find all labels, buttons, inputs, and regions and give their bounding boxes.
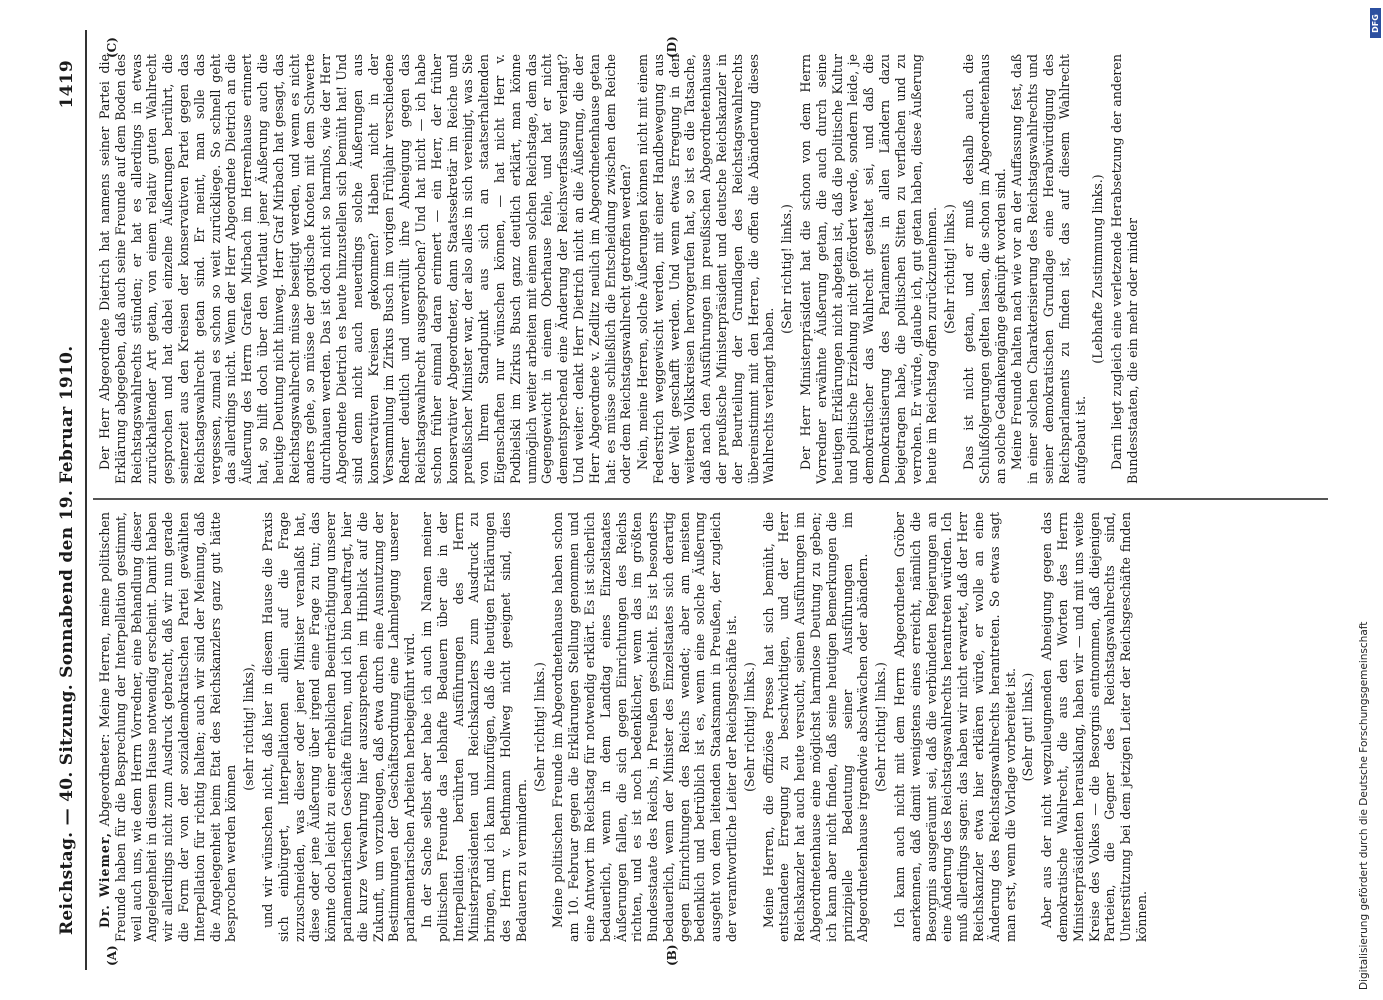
left-paragraph-5: Meine Herren, die offiziöse Presse hat sich bemüht, die entstandene Erregung zu beschwichtigen, und der Herr Reichskanzler hat auch heute versucht, seinen Ausführungen im Abgeordnetenhause eine möglichst harmlose Deutung zu geben; ich kann aber nicht finden, daß seine heutigen Bemerkungen die prinzipielle Bedeutung seiner Ausführungen im Abgeordnetenhause irgendwie abschwächen oder abändern. — [760, 512, 871, 942]
left-paragraph-4: Meine politischen Freunde im Abgeordnetenhause haben schon am 10. Februar gegen die Erklärungen Stellung genommen und eine Antwort im Reichstag für notwendig erklärt. Es ist sicherlich bedauerlich, wenn in dem Landtag eines Einzelstaates Äußerungen fallen, die sich gegen Einrichtungen des Reichs richten, und es ist noch bedenklicher, wenn das im größten Bundesstaate des Reichs, in Preußen geschieht. Es ist besonders bedauerlich, wenn der Minister des Einzelstaates sich derartig gegen Einrichtungen des Reichs wendet; aber am meisten bedenklich und betrüblich ist es, wenn eine solche Äußerung ausgeht von dem leitenden Staatsmann in Preußen, der zugleich der verantwortliche Leiter der Reichsgeschäfte ist. — [550, 512, 740, 942]
margin-marker-b: (B) — [665, 944, 679, 966]
page-header — [57, 30, 79, 970]
right-paragraph-5: Meine Freunde halten nach wie vor an der Auffassung fest, daß in einer solchen Charakterisierung des Reichstagswahlrechts und seiner demokratischen Grundlage eine Herabwürdigung des Reichsparlaments zu finden ist, das auf diesem Wahlrecht aufgebaut ist. — [1009, 54, 1088, 484]
interjection: (Sehr gut! links.) — [1020, 672, 1036, 782]
right-paragraph-6: Darin liegt zugleich eine verletzende Herabsetzung der anderen Bundesstaaten, die ein mehr oder minder — [1109, 54, 1140, 484]
left-paragraph-7: Aber aus der nicht wegzuleugnenden Abneigung gegen das demokratische Wahlrecht, die aus den Worten des Herrn Ministerpräsidenten herausklang, haben wir — und mit uns weite Kreise des Volkes — die Besorgnis entnommen, daß diejenigen Parteien, die Gegner des Reichstagswahlrechts sind, Unterstützung bei dem jetzigen Leiter der Reichsgeschäfte finden können. — [1039, 512, 1149, 942]
interjection: (Sehr richtig! links.) — [741, 662, 757, 792]
interjection: (Sehr richtig! links.) — [873, 662, 889, 792]
right-paragraph-3: Der Herr Ministerpräsident hat die schon von dem Herrn Vorredner erwähnte Äußerung getan, die auch durch seine heutigen Erklärungen nicht abgetan ist, daß die politische Kultur und politische Erziehung nicht gefördert werde, sondern leide, je demokratischer das Wahlrecht gestaltet sei, und daß die Demokratisierung des Parlaments in allen Ländern dazu beigetragen habe, die politischen Sitten zu verflachen und zu verrohen. Er würde, glaube ich, gut getan haben, diese Äußerung heute im Reichstag offen zurückzunehmen. — [798, 54, 940, 484]
dfg-logo-text: DFG — [1371, 13, 1381, 33]
margin-marker-a: (A) — [105, 945, 119, 966]
digitization-credit: Digitalisierung gefördert durch die Deutsche Forschungsgemeinschaft — [1358, 621, 1370, 990]
right-paragraph-1: Der Herr Abgeordnete Dietrich hat namens seiner Partei die Erklärung abgegeben, daß auch seine Freunde auf dem Boden des Reichstagswahlrechts stünden; er hat es allerdings in etwas zurückhaltender Art getan, von einem relativ guten Wahlrecht gesprochen und hat dabei einzelne Äußerungen berührt, die seinerzeit aus den Kreisen der konservativen Partei gegen das Reichstagswahlrecht getan sind. Er meint, man solle das vergessen, zumal es schon so weit zurückliege. So schnell geht das allerdings nicht. Wenn der Herr Abgeordnete Dietrich an die Äußerung des Herrn Grafen Mirbach im Herrenhause erinnert hat, so hilft doch über den Wortlaut jener Äußerung auch die heutige Deutung nicht hinweg. Herr Graf Mirbach hat gesagt, das Reichstagswahlrecht müsse beseitigt werden, und wenn es nicht anders gehe, so müsse der gordische Knoten mit dem Schwerte durchhauen werden. Das ist doch nicht so harmlos, wie der Herr Abgeordnete Dietrich es heute hinzustellen sich bemüht hat! Und sind denn nicht auch neuerdings solche Äußerungen aus konservativen Kreisen gekommen? Haben nicht in der Versammlung im Zirkus Busch im vorigen Frühjahr verschiedene Redner deutlich und unverhüllt ihre Abneigung gegen das Reichstagswahlrecht ausgesprochen? Und hat nicht — ich habe schon früher einmal daran erinnert — ein Herr, der früher konservativer Abgeordneter, dann Staatssekretär im Reiche und preußischer Minister war, der also alles in sich vereinigt, was Sie von Ihrem Standpunkt aus sich an staatserhaltenden Eigenschaften nur wünschen können, — hat nicht Herr v. Podbielski im Zirkus Busch ganz deutlich erklärt, man könne unmöglich weiter arbeiten mit einem solchen Reichstage, dem das Gegengewicht in einem Oberhause fehle, und hat er nicht dementsprechend eine Änderung der Reichsverfassung verlangt? Und weiter: denkt Herr Dietrich nicht an die Äußerung, die der Herr Abgeordnete v. Zedlitz neulich im Abgeordnetenhause getan hat: es müsse schließlich die Entscheidung zwischen dem Reiche oder dem Reichstagswahlrecht getroffen werden? — [97, 54, 634, 484]
left-paragraph-2: und wir wünschen nicht, daß hier in diesem Hause die Praxis sich einbürgert, Interpellationen allein auf die Frage zuzuschneiden, was dieser oder jener Minister veranlaßt hat, diese oder jene Äußerung über irgend eine Frage zu tun; das könnte doch leicht zu einer erheblichen Beeinträchtigung unserer parlamentarischen Geschäfte führen, und ich bin beauftragt, hier die kurze Verwahrung hier auszusprechen im Hinblick auf die Zukunft, um vorzubeugen, daß etwa durch eine Ausnutzung der Bestimmungen der Geschäftsordnung eine Lahmlegung unserer parlamentarischen Arbeiten herbeigeführt wird. — [259, 512, 418, 942]
column-divider — [93, 499, 1328, 501]
header-title: Reichstag. — 40. Sitzung. Sonnabend den 19. Februar 1910. — [57, 345, 77, 935]
page-number: 1419 — [57, 60, 77, 109]
margin-marker-c: (C) — [105, 37, 119, 58]
left-column — [97, 512, 1322, 942]
right-paragraph-2: Nein, meine Herren, solche Äußerungen können nicht mit einem Federstrich weggewischt werden, mit einer Handbewegung aus der Welt geschafft werden. Und wenn etwas Erregung in den weiteren Volkskreisen hervorgerufen hat, so ist es die Tatsache, daß nach den Ausführungen im preußischen Abgeordnetenhause der preußische Ministerpräsident und deutsche Reichskanzler in der Beurteilung der Grundlagen des Reichstagswahlrechts übereinstimmt mit den Herren, die offen die Abänderung dieses Wahlrechts verlangt haben. — [635, 54, 777, 484]
left-paragraph-6: Ich kann auch nicht mit dem Herrn Abgeordneten Gröber anerkennen, daß damit wenigstens eines erreicht, nämlich die Besorgnis ausgeräumt sei, daß die verbündeten Regierungen an eine Änderung des Reichstagswahlrechts herantreten würden. Ich muß allerdings sagen: das haben wir nicht erwartet, daß der Herr Reichskanzler etwa hier erklären würde, er wolle an eine Änderung des Reichstagswahlrechts herantreten. So etwas sagt man erst, wenn die Vorlage vorbereitet ist. — [892, 512, 1018, 942]
right-paragraph-4: Das ist nicht getan, und er muß deshalb auch die Schlußfolgerungen gelten lassen, die schon im Abgeordnetenhaus an solche Gedankengänge geknüpft worden sind. — [961, 54, 1008, 484]
interjection: (Lebhafte Zustimmung links.) — [1090, 174, 1106, 364]
interjection: (sehr richtig! links), — [241, 663, 257, 791]
interjection: (Sehr richtig! links.) — [942, 204, 958, 334]
interjection: (Sehr richtig! links.) — [531, 662, 547, 792]
right-column — [97, 54, 1322, 484]
header-rule — [85, 30, 87, 970]
margin-marker-d: (D) — [665, 36, 679, 58]
rotated-page — [45, 30, 1335, 970]
dfg-logo — [1370, 8, 1381, 38]
left-paragraph-1 — [97, 512, 239, 942]
left-paragraph-1-text: Abgeordneter: Meine Herren, meine politischen Freunde haben für die Besprechung der Interpellation gestimmt, weil auch uns, wie dem Herrn Vorredner, eine Behandlung dieser Angelegenheit in diesem Hause notwendig erscheint. Damit haben wir allerdings nicht zum Ausdruck gebracht, daß wir nun gerade die Form der von der sozialdemokratischen Partei gewählten Interpellation für richtig halten; auch wir sind der Meinung, daß die Angelegenheit beim Etat des Reichskanzlers ganz gut hätte besprochen werden können — [97, 512, 239, 942]
left-paragraph-3: In der Sache selbst aber habe ich auch im Namen meiner politischen Freunde das lebhafte Bedauern über die in der Interpellation berührten Ausführungen des Herrn Ministerpräsidenten und Reichskanzlers zum Ausdruck zu bringen, und ich kann hinzufügen, daß die heutigen Erklärungen des Herrn v. Bethmann Hollweg nicht geeignet sind, dies Bedauern zu vermindern. — [418, 512, 529, 942]
interjection: (Sehr richtig! links.) — [779, 204, 795, 334]
speaker-name: Dr. Wiemer, — [97, 832, 112, 928]
